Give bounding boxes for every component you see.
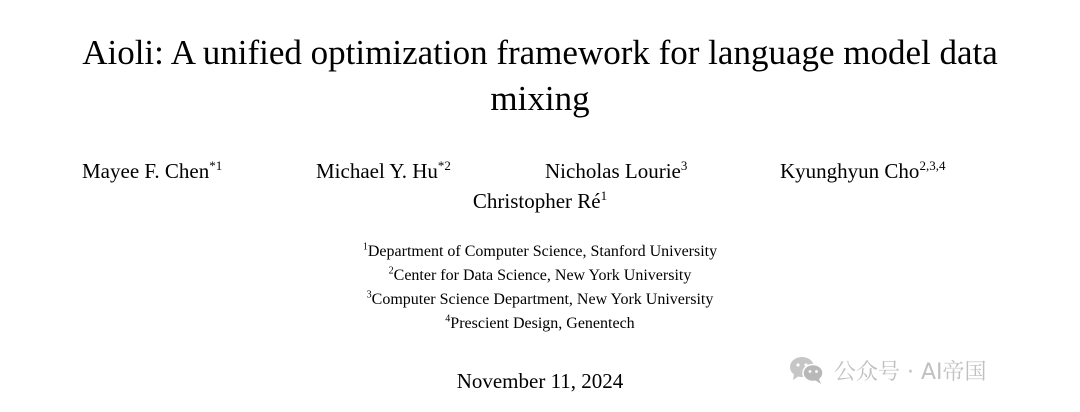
- wechat-icon: [788, 355, 826, 385]
- affiliation-text: Prescient Design, Genentech: [450, 315, 635, 332]
- affiliation-mark: 3: [366, 289, 372, 301]
- affiliation-text: Center for Data Science, New York University: [393, 267, 692, 284]
- affiliation-4: [0, 312, 1080, 336]
- author-name: Mayee F. Chen: [82, 159, 210, 183]
- author-1: [82, 158, 222, 184]
- author-4: [780, 158, 945, 184]
- author-name: Michael Y. Hu: [316, 159, 438, 183]
- paper-title-line-2: mixing: [490, 79, 590, 118]
- author-5: [0, 188, 1080, 214]
- author-affiliation-mark: 1: [600, 188, 608, 203]
- affiliation-mark: 4: [445, 313, 451, 325]
- affiliation-text: Computer Science Department, New York University: [371, 291, 714, 308]
- author-affiliation-mark: *1: [209, 158, 223, 173]
- author-affiliation-mark: *2: [437, 158, 451, 173]
- affiliation-3: [0, 288, 1080, 312]
- affiliation-mark: 2: [388, 265, 394, 277]
- affiliation-text: Department of Computer Science, Stanford University: [367, 243, 718, 260]
- paper-title-line-1: Aioli: A unified optimization framework for language model data: [82, 33, 998, 72]
- watermark-text: 公众号 · AI帝国: [834, 359, 987, 385]
- affiliation-2: [0, 264, 1080, 288]
- author-name: Christopher Ré: [472, 189, 601, 213]
- author-name: Kyunghyun Cho: [780, 159, 920, 183]
- author-affiliation-mark: 2,3,4: [919, 158, 946, 173]
- author-name: Nicholas Lourie: [545, 159, 681, 183]
- author-3: [545, 158, 687, 184]
- affiliation-1: [0, 240, 1080, 264]
- author-2: [316, 158, 451, 184]
- paper-date: November 11, 2024: [456, 369, 624, 393]
- watermark: [788, 352, 987, 388]
- affiliation-mark: 1: [362, 241, 368, 253]
- affiliations: [0, 240, 1080, 336]
- author-affiliation-mark: 3: [680, 158, 688, 173]
- paper-title: [0, 30, 1080, 122]
